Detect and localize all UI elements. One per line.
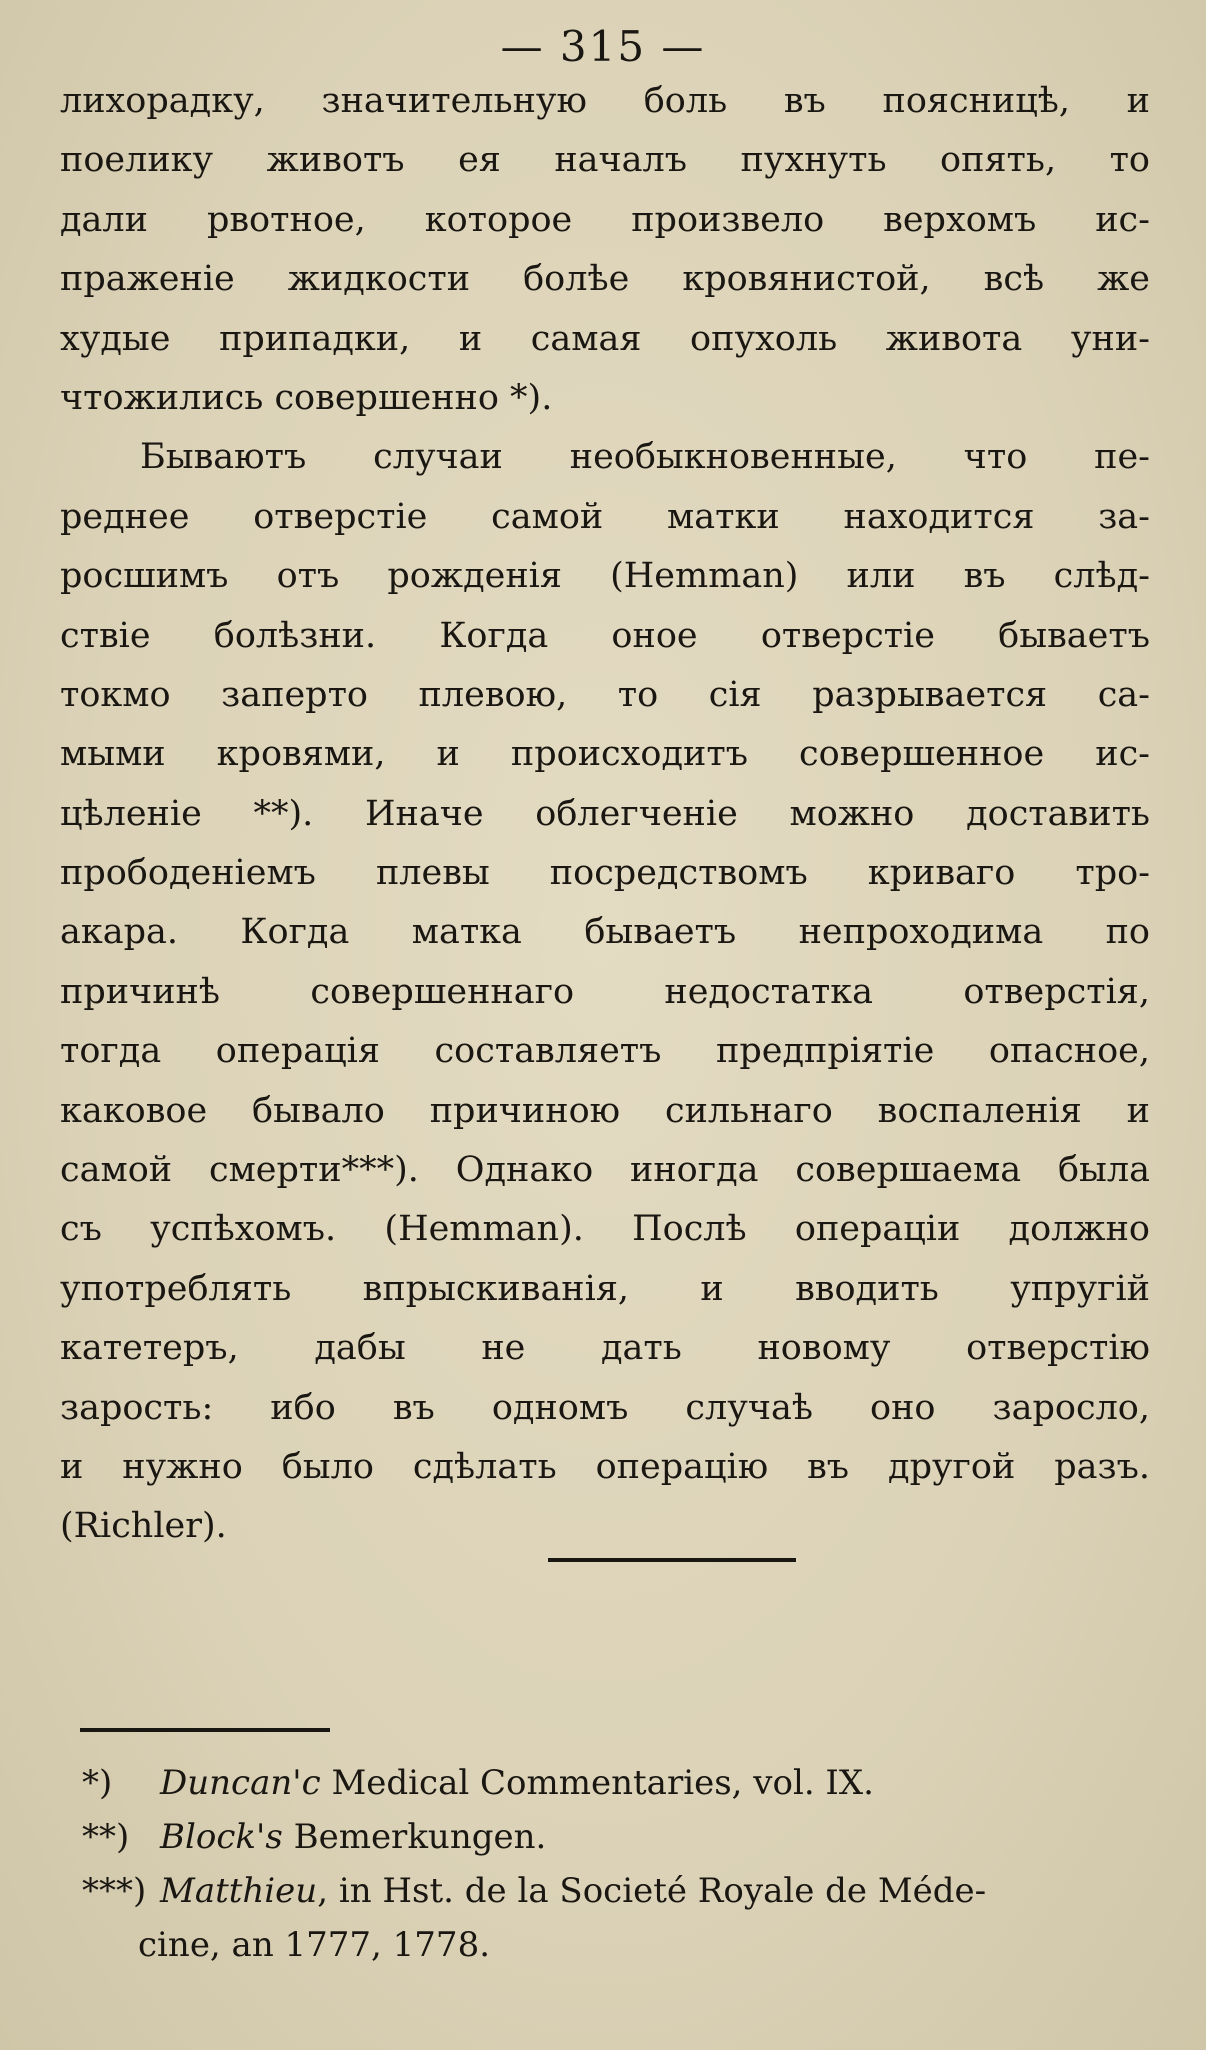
text-line: худые припадки, и самая опухоль живота уни- bbox=[60, 318, 1150, 359]
page-number: — 315 — bbox=[500, 22, 706, 71]
footnote-author: Duncan'c bbox=[160, 1763, 321, 1803]
text-line: причинѣ совершеннаго недостатка отверстія, bbox=[60, 971, 1150, 1012]
text-line: акара. Когда матка бываетъ непроходима по bbox=[60, 912, 1150, 953]
text-line: чтожились совершенно *). bbox=[60, 377, 553, 418]
footnote-author: Matthieu bbox=[160, 1871, 318, 1911]
text-line: ствіе болѣзни. Когда оное отверстіе бываетъ bbox=[60, 615, 1150, 656]
footnote bbox=[82, 1756, 1162, 1810]
text-line: зарость: ибо въ одномъ случаѣ оно заросло, bbox=[60, 1387, 1150, 1428]
text-line: токмо заперто плевою, то сія разрывается са- bbox=[60, 674, 1150, 715]
footnote bbox=[82, 1810, 1162, 1864]
text-line: дали рвотное, которое произвело верхомъ ис- bbox=[60, 199, 1150, 240]
text-line: реднее отверстіе самой матки находится за- bbox=[60, 496, 1150, 537]
text-line: самой смерти***). Однако иногда совершаема была bbox=[60, 1150, 1150, 1191]
footnote-author: Block's bbox=[160, 1817, 283, 1857]
text-line: и нужно было сдѣлать операцію въ другой разъ. bbox=[60, 1446, 1150, 1487]
text-line: катетеръ, дабы не дать новому отверстію bbox=[60, 1328, 1150, 1369]
footnote-mark: *) bbox=[82, 1763, 113, 1803]
text-line: праженіе жидкости болѣе кровянистой, всѣ же bbox=[60, 259, 1150, 300]
text-line: поелику животъ ея началъ пухнуть опять, то bbox=[60, 140, 1150, 181]
text-line: росшимъ отъ рожденія (Hemman) или въ слѣд- bbox=[60, 556, 1150, 597]
text-line: лихорадку, значительную боль въ поясницѣ, и bbox=[60, 81, 1150, 121]
text-line: мыми кровями, и происходитъ совершенное ис- bbox=[60, 734, 1150, 775]
footnote-text: Bemerkungen. bbox=[293, 1817, 547, 1857]
text-line: каковое бывало причиною сильнаго воспаленія и bbox=[60, 1090, 1150, 1131]
footnotes bbox=[82, 1756, 1162, 1972]
text-line: употреблять впрыскиванія, и вводить упругій bbox=[60, 1268, 1150, 1309]
footnote-mark: ***) bbox=[82, 1871, 147, 1911]
section-divider bbox=[548, 1558, 796, 1562]
footnote-text: , in Hst. de la Societé Royale de Méde- bbox=[317, 1871, 987, 1911]
text-line: съ успѣхомъ. (Hemman). Послѣ операціи должно bbox=[60, 1209, 1150, 1250]
footnote-continuation: cine, an 1777, 1778. bbox=[138, 1925, 491, 1965]
footnote-text: Medical Commentaries, vol. IX. bbox=[331, 1763, 874, 1803]
footnote-mark: **) bbox=[82, 1817, 130, 1857]
footnote-divider bbox=[80, 1728, 330, 1732]
text-line: прободеніемъ плевы посредствомъ криваго тро- bbox=[60, 853, 1150, 894]
text-line: цѣленіе **). Иначе облегченіе можно доставить bbox=[60, 793, 1150, 834]
text-line: (Richler). bbox=[60, 1506, 227, 1547]
body-text bbox=[60, 72, 1150, 1557]
text-line: Бываютъ случаи необыкновенные, что пе- bbox=[140, 437, 1150, 478]
text-line: тогда операція составляетъ предпріятіе опасное, bbox=[60, 1031, 1150, 1072]
footnote bbox=[82, 1864, 1162, 1918]
